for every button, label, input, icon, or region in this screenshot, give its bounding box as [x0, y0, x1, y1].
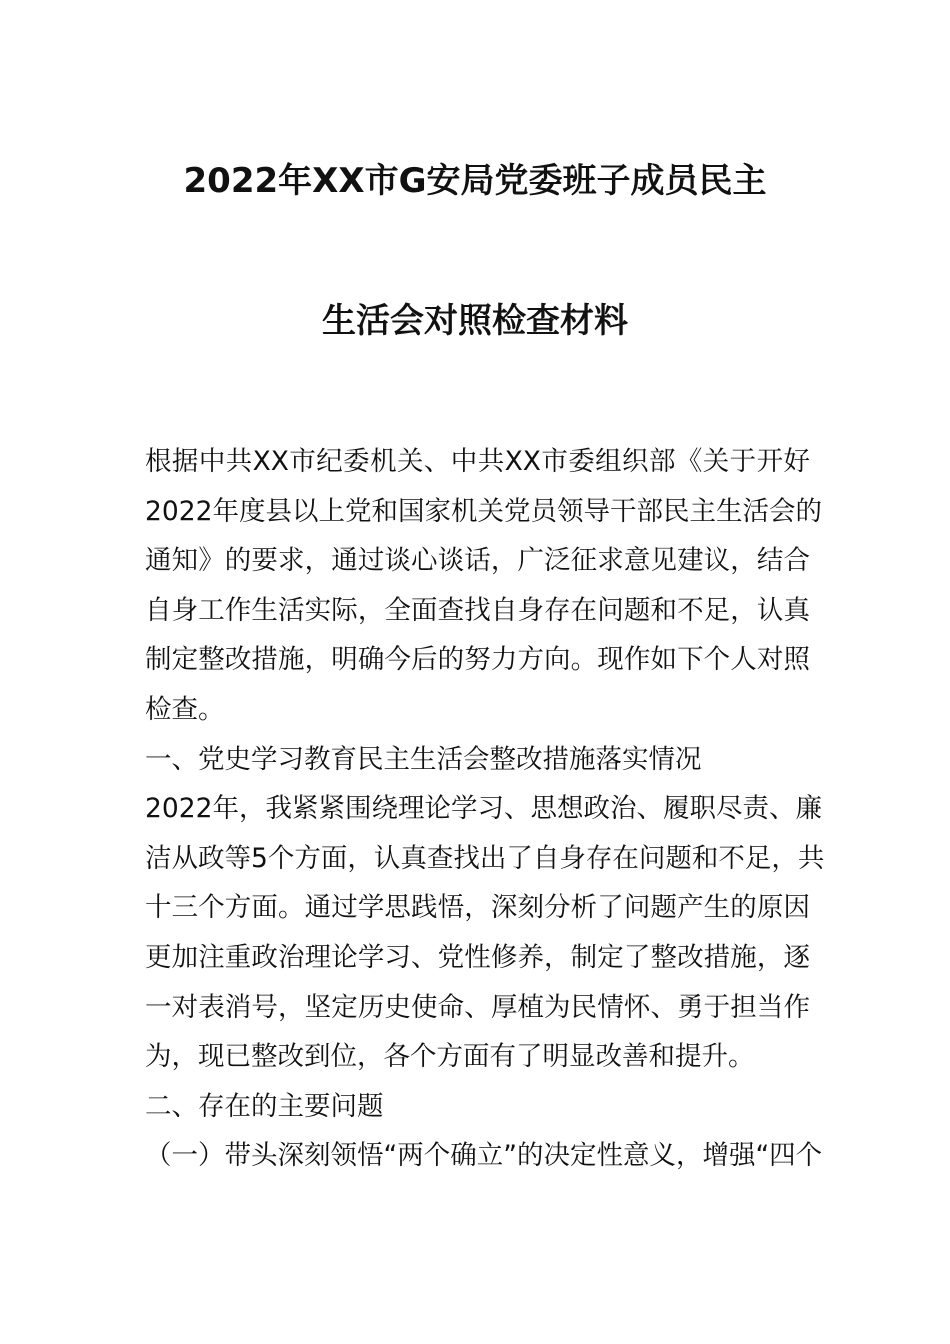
document-title-line-1: 2022年XX市G安局党委班子成员民主 — [183, 161, 767, 201]
document-body — [145, 442, 825, 1186]
document-title-line-2: 生活会对照检查材料 — [322, 301, 628, 341]
body-text-line: 一、党史学习教育民主生活会整改措施落实情况 — [145, 743, 702, 775]
body-text-line: 更加注重政治理论学习、党性修养，制定了整改措施，逐 — [145, 941, 810, 973]
body-text-line: 为，现已整改到位，各个方面有了明显改善和提升。 — [145, 1041, 755, 1073]
body-text-line: 通知》的要求，通过谈心谈话，广泛征求意见建议，结合 — [145, 545, 810, 577]
body-text-line: 检查。 — [145, 693, 225, 725]
body-text-line: 根据中共XX市纪委机关、中共XX市委组织部《关于开好 — [145, 446, 810, 477]
body-text-line: 制定整改措施，明确今后的努力方向。现作如下个人对照 — [145, 644, 810, 676]
body-text-line: 2022年，我紧紧围绕理论学习、思想政治、履职尽责、廉 — [145, 793, 822, 825]
body-text-line: 洁从政等5个方面，认真查找出了自身存在问题和不足，共 — [145, 842, 825, 874]
body-text-line: 二、存在的主要问题 — [145, 1090, 384, 1122]
body-text-line: 2022年度县以上党和国家机关党员领导干部民主生活会的 — [145, 495, 822, 527]
body-text-line: （一）带头深刻领悟“两个确立”的决定性意义，增强“四个 — [145, 1140, 823, 1172]
body-text-line: 自身工作生活实际，全面查找自身存在问题和不足，认真 — [145, 594, 810, 626]
body-text-line: 一对表消号，坚定历史使命、厚植为民情怀、勇于担当作 — [145, 991, 810, 1023]
body-text-line: 十三个方面。通过学思践悟，深刻分析了问题产生的原因 — [145, 892, 810, 924]
